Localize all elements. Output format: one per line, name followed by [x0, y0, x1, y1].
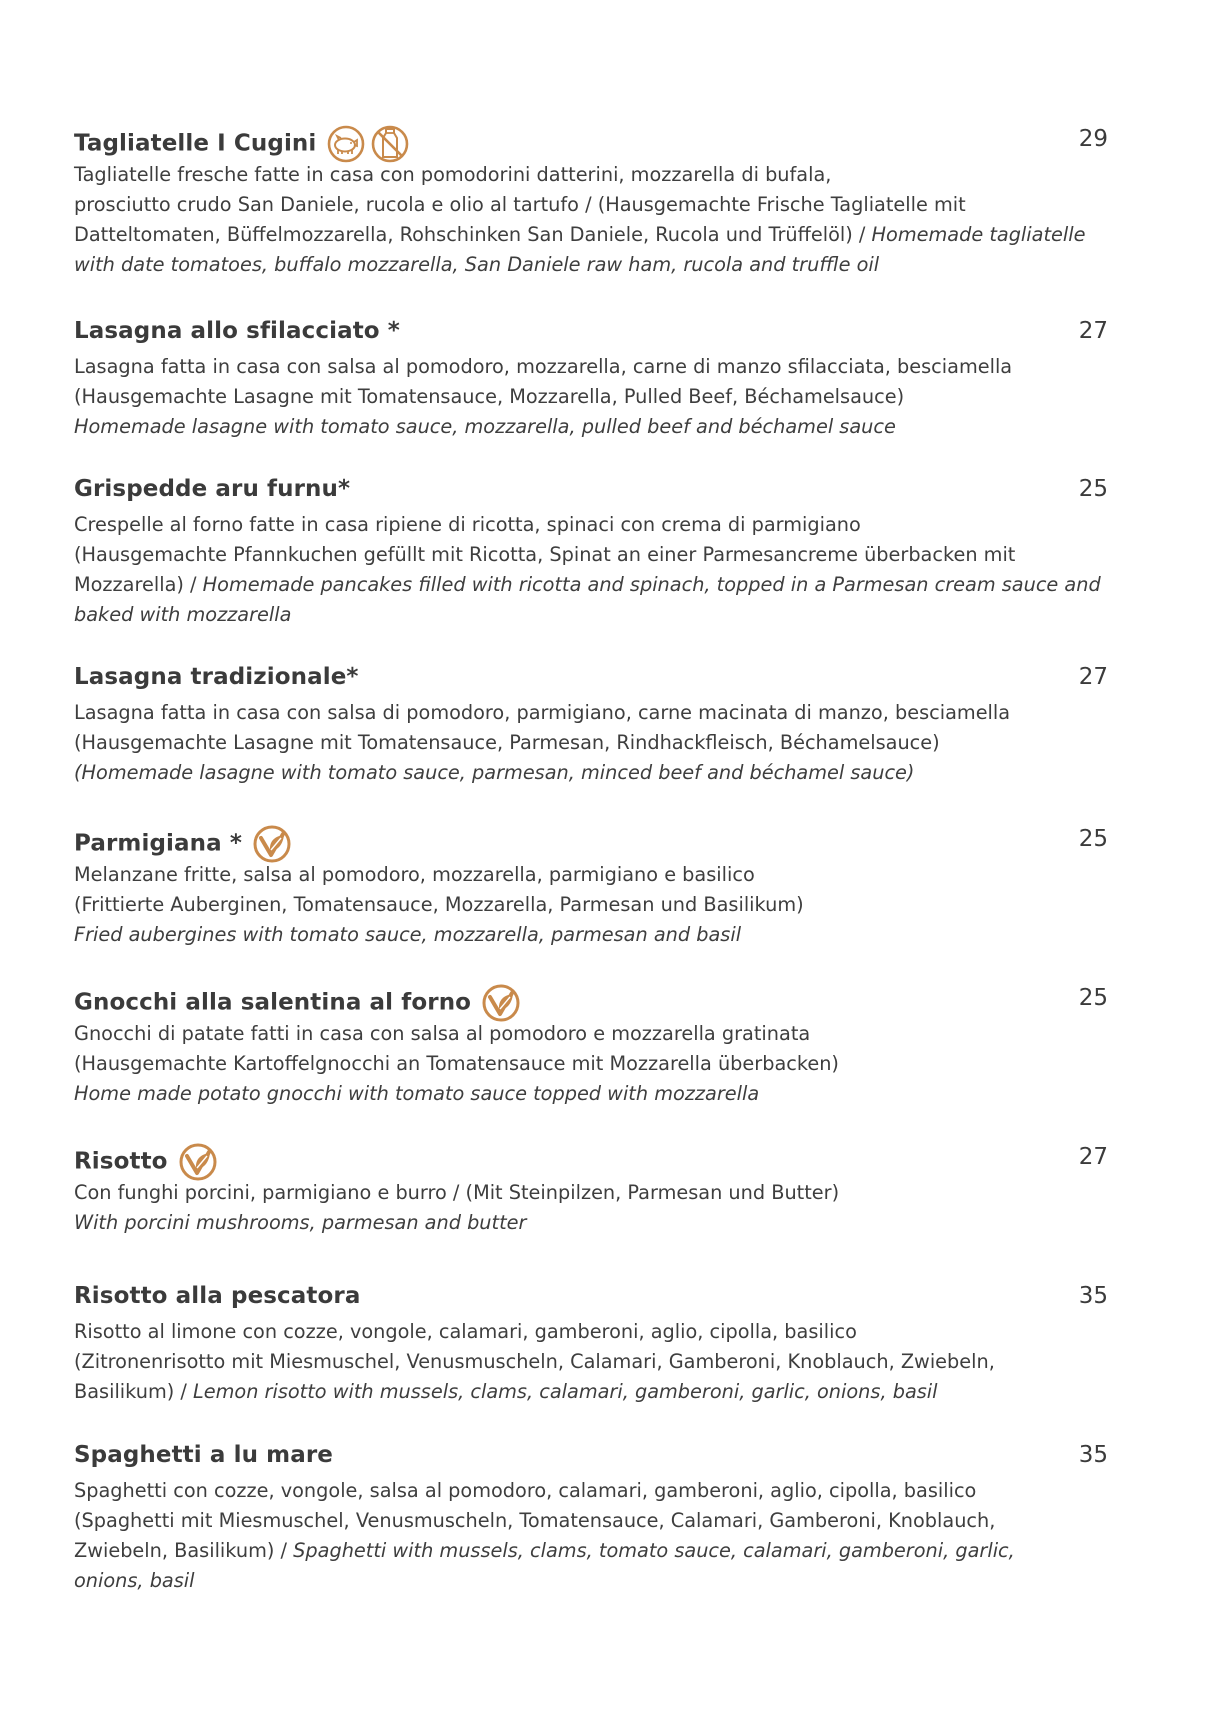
dish-name	[74, 983, 525, 1023]
description-text: Mozzarella) /	[74, 573, 203, 596]
description-line	[74, 920, 1108, 950]
menu-item	[74, 1281, 1108, 1407]
description-line	[74, 728, 1108, 758]
dish-name	[74, 316, 400, 346]
description-line	[74, 1019, 1108, 1049]
dish-name	[74, 124, 414, 164]
menu-item-header	[74, 316, 1108, 350]
menu-item	[74, 474, 1108, 630]
description-line	[74, 250, 1108, 280]
description-english: Homemade pancakes filled with ricotta and spinach, topped in a Parmesan cream sauce and	[202, 573, 1101, 596]
menu-item-header	[74, 824, 1108, 858]
dish-name-text: Risotto	[74, 1148, 168, 1175]
dietary-icons	[481, 983, 525, 1023]
description-line	[74, 510, 1108, 540]
description-text: (Hausgemachte Kartoffelgnocchi an Tomatensauce mit Mozzarella überbacken)	[74, 1052, 839, 1075]
dish-description	[74, 1019, 1108, 1109]
description-line	[74, 1536, 1108, 1566]
dish-name	[74, 1142, 222, 1182]
dish-price: 35	[1078, 1283, 1108, 1309]
description-text: (Zitronenrisotto mit Miesmuschel, Venusmuscheln, Calamari, Gamberoni, Knoblauch, Zwiebeln,	[74, 1350, 995, 1373]
menu-item-header	[74, 662, 1108, 696]
description-line	[74, 600, 1108, 630]
description-line	[74, 352, 1108, 382]
description-text: Lasagna fatta in casa con salsa di pomodoro, parmigiano, carne macinata di manzo, besciamella	[74, 701, 1011, 724]
description-text: Melanzane fritte, salsa al pomodoro, mozzarella, parmigiano e basilico	[74, 863, 755, 886]
description-line	[74, 890, 1108, 920]
menu-item	[74, 1142, 1108, 1238]
description-text: (Hausgemachte Lasagne mit Tomatensauce, Mozzarella, Pulled Beef, Béchamelsauce)	[74, 385, 905, 408]
description-english: With porcini mushrooms, parmesan and butter	[74, 1211, 527, 1234]
description-line	[74, 1079, 1108, 1109]
dish-description	[74, 510, 1108, 630]
description-line	[74, 220, 1108, 250]
description-text: (Spaghetti mit Miesmuschel, Venusmuscheln, Tomatensauce, Calamari, Gamberoni, Knoblauch,	[74, 1509, 996, 1532]
description-text: Gnocchi di patate fatti in casa con salsa al pomodoro e mozzarella gratinata	[74, 1022, 811, 1045]
dietary-icons	[252, 824, 296, 864]
dish-name-text: Tagliatelle I Cugini	[74, 130, 317, 157]
pork-icon	[326, 124, 366, 164]
description-line	[74, 698, 1108, 728]
description-text: Crespelle al forno fatte in casa ripiene di ricotta, spinaci con crema di parmigiano	[74, 513, 861, 536]
dietary-icons	[326, 124, 414, 164]
dish-price: 27	[1078, 318, 1108, 344]
description-line	[74, 1317, 1108, 1347]
description-line	[74, 382, 1108, 412]
dish-description	[74, 1178, 1108, 1238]
description-english: Fried aubergines with tomato sauce, mozzarella, parmesan and basil	[74, 923, 742, 946]
dish-price: 29	[1078, 126, 1108, 152]
description-text: Con funghi porcini, parmigiano e burro / (Mit Steinpilzen, Parmesan und Butter)	[74, 1181, 840, 1204]
description-text: Zwiebeln, Basilikum) /	[74, 1539, 294, 1562]
dish-description	[74, 860, 1108, 950]
description-line	[74, 1566, 1108, 1596]
dish-description	[74, 352, 1108, 442]
description-english: Home made potato gnocchi with tomato sauce topped with mozzarella	[74, 1082, 760, 1105]
description-line	[74, 1178, 1108, 1208]
description-english: Homemade tagliatelle	[871, 223, 1086, 246]
description-text: Datteltomaten, Büffelmozzarella, Rohschinken San Daniele, Rucola und Trüffelöl) /	[74, 223, 872, 246]
description-text: (Hausgemachte Lasagne mit Tomatensauce, Parmesan, Rindhackfleisch, Béchamelsauce)	[74, 731, 940, 754]
description-line	[74, 160, 1108, 190]
dish-name-text: Lasagna allo sfilacciato *	[74, 318, 400, 344]
description-line	[74, 412, 1108, 442]
dish-description	[74, 1476, 1108, 1596]
no-dairy-icon	[370, 124, 410, 164]
description-line	[74, 1506, 1108, 1536]
description-line	[74, 190, 1108, 220]
description-line	[74, 1049, 1108, 1079]
menu-item	[74, 983, 1108, 1109]
dish-name-text: Parmigiana *	[74, 830, 242, 857]
description-english: (Homemade lasagne with tomato sauce, parmesan, minced beef and béchamel sauce)	[74, 761, 915, 784]
description-english: baked with mozzarella	[74, 603, 292, 626]
dish-description	[74, 698, 1108, 788]
dish-name-text: Grispedde aru furnu*	[74, 476, 351, 502]
description-text: Tagliatelle fresche fatte in casa con pomodorini datterini, mozzarella di bufala,	[74, 163, 832, 186]
dish-name-text: Spaghetti a lu mare	[74, 1442, 333, 1468]
dish-price: 25	[1078, 826, 1108, 852]
description-text: Spaghetti con cozze, vongole, salsa al pomodoro, calamari, gamberoni, aglio, cipolla, basilico	[74, 1479, 977, 1502]
description-text: Basilikum) /	[74, 1380, 194, 1403]
dish-name-text: Gnocchi alla salentina al forno	[74, 989, 472, 1016]
menu-item-header	[74, 124, 1108, 158]
dish-name-text: Risotto alla pescatora	[74, 1283, 361, 1309]
description-english: with date tomatoes, buffalo mozzarella, San Daniele raw ham, rucola and truffle oil	[74, 253, 880, 276]
dish-price: 25	[1078, 985, 1108, 1011]
description-line	[74, 570, 1108, 600]
description-text: Lasagna fatta in casa con salsa al pomodoro, mozzarella, carne di manzo sfilacciata, besciamella	[74, 355, 1013, 378]
dish-price: 35	[1078, 1442, 1108, 1468]
description-line	[74, 1347, 1108, 1377]
description-line	[74, 758, 1108, 788]
dish-name	[74, 474, 350, 504]
dish-description	[74, 160, 1108, 280]
description-line	[74, 1377, 1108, 1407]
dish-description	[74, 1317, 1108, 1407]
description-line	[74, 540, 1108, 570]
dish-price: 27	[1078, 664, 1108, 690]
description-text: prosciutto crudo San Daniele, rucola e olio al tartufo / (Hausgemachte Frische Tagliatelle mit	[74, 193, 966, 216]
description-text: (Hausgemachte Pfannkuchen gefüllt mit Ricotta, Spinat an einer Parmesancreme überbacken mit	[74, 543, 1016, 566]
menu-item	[74, 124, 1108, 280]
description-english: onions, basil	[74, 1569, 195, 1592]
menu-item-header	[74, 1142, 1108, 1176]
menu-item-header	[74, 1440, 1108, 1474]
description-text: Risotto al limone con cozze, vongole, calamari, gamberoni, aglio, cipolla, basilico	[74, 1320, 857, 1343]
menu-item-header	[74, 983, 1108, 1017]
menu-item	[74, 824, 1108, 950]
description-english: Spaghetti with mussels, clams, tomato sauce, calamari, gamberoni, garlic,	[293, 1539, 1015, 1562]
dietary-icons	[178, 1142, 222, 1182]
description-english: Lemon risotto with mussels, clams, calamari, gamberoni, garlic, onions, basil	[193, 1380, 938, 1403]
dish-name	[74, 824, 296, 864]
description-line	[74, 1476, 1108, 1506]
description-text: (Frittierte Auberginen, Tomatensauce, Mozzarella, Parmesan und Basilikum)	[74, 893, 804, 916]
dish-name	[74, 662, 359, 692]
menu-item-header	[74, 1281, 1108, 1315]
menu-item	[74, 316, 1108, 442]
menu-item	[74, 662, 1108, 788]
menu-item-header	[74, 474, 1108, 508]
vegetarian-icon	[252, 824, 292, 864]
dish-name	[74, 1440, 333, 1470]
vegetarian-icon	[178, 1142, 218, 1182]
vegetarian-icon	[481, 983, 521, 1023]
description-line	[74, 1208, 1108, 1238]
description-english: Homemade lasagne with tomato sauce, mozzarella, pulled beef and béchamel sauce	[74, 415, 896, 438]
menu-item	[74, 1440, 1108, 1596]
dish-price: 27	[1078, 1144, 1108, 1170]
dish-name-text: Lasagna tradizionale*	[74, 664, 359, 690]
dish-price: 25	[1078, 476, 1108, 502]
dish-name	[74, 1281, 360, 1311]
description-line	[74, 860, 1108, 890]
